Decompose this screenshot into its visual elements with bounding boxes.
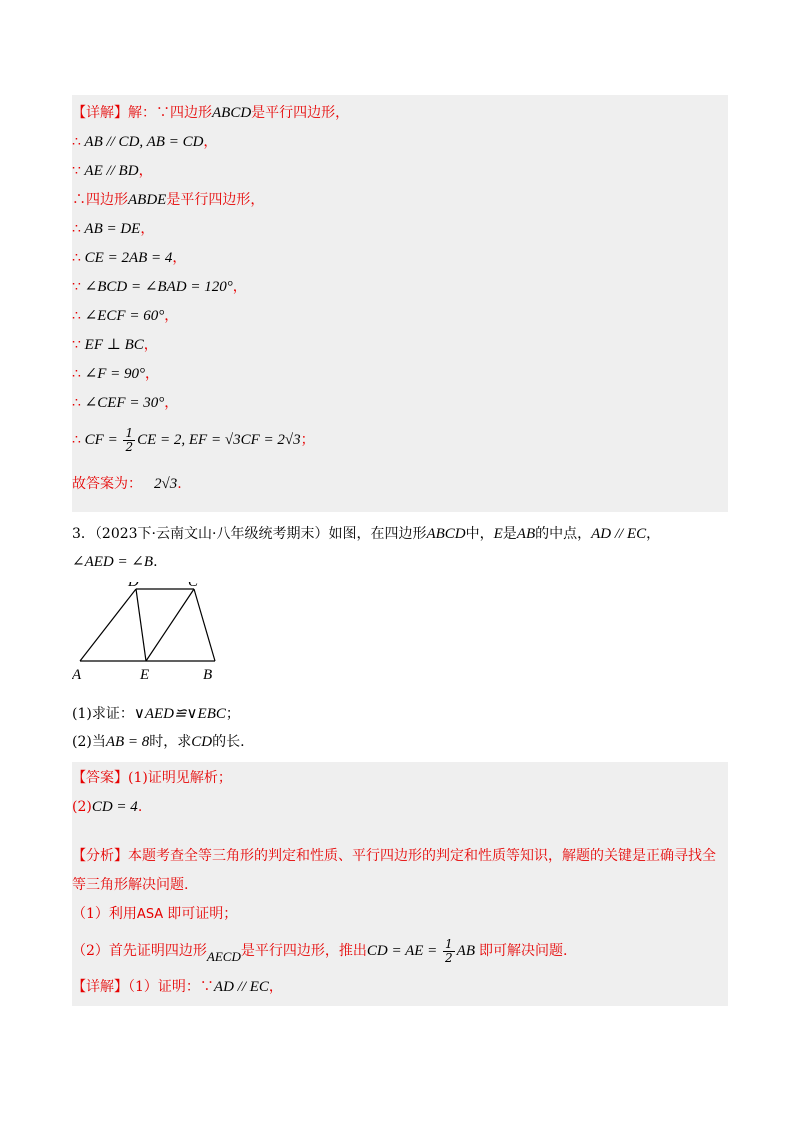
solution-line: ∵ AE // BD，	[72, 163, 153, 179]
part-2: (2)当AB = 8时，求CD的长.	[72, 734, 245, 750]
solution-line: ∴四边形ABDE是平行四边形，	[72, 192, 265, 208]
answer-line: 故答案为： 2√3.	[72, 476, 182, 492]
solution-line: ∴ CE = 2AB = 4，	[72, 250, 187, 266]
solution-last-line: ∴ CF = $\frac{1}{2}$ CE = 2, EF = √3CF = 2√3；	[72, 425, 315, 454]
answer-analysis-block	[72, 762, 728, 1006]
solution-line: ∵ ∠BCD = ∠BAD = 120°，	[72, 279, 247, 295]
label-E: E	[140, 667, 150, 683]
detail-line: 【详解】（1）证明：∵AD // EC，	[72, 979, 283, 995]
document-page	[72, 95, 728, 1006]
question-line-1: 3．（2023下·云南文山·八年级统考期末）如图，在四边形ABCD中，E是AB的中点，AD // EC，	[72, 526, 661, 542]
solution-block	[72, 95, 728, 512]
detail-label: 【详解】	[72, 105, 128, 121]
solution-line: ∴ ∠CEF = 30°，	[72, 395, 179, 411]
segment-CB	[194, 589, 215, 661]
solution-line: ∵ EF ⊥ BC，	[72, 337, 158, 353]
solution-lines	[72, 128, 728, 418]
segment-EC	[146, 589, 194, 661]
solution-line: ∴ ∠F = 90°，	[72, 366, 160, 382]
label-C: C	[188, 582, 199, 590]
answer-line-2: (2)CD = 4.	[72, 799, 143, 815]
answer-line-1: 【答案】(1)证明见解析；	[72, 770, 232, 786]
solution-line: ∴ ∠ECF = 60°，	[72, 308, 179, 324]
fraction: $\frac{1}{2}$	[445, 936, 453, 965]
geometry-diagram	[72, 582, 232, 700]
segment-AD	[80, 589, 136, 661]
analysis-step-1: （1）利用ASA 即可证明；	[72, 906, 238, 922]
label-A: A	[72, 667, 82, 683]
solution-line: ∴ AB // CD, AB = CD，	[72, 134, 218, 150]
analysis-line-1: 【分析】本题考查全等三角形的判定和性质、平行四边形的判定和性质等知识，解题的关键是正确寻找全	[72, 848, 716, 864]
part-1: (1)求证：∨AED≌∨EBC；	[72, 706, 240, 722]
question-3	[72, 520, 728, 756]
fraction: $\frac{1}{2}$	[125, 425, 134, 454]
analysis-line-2: 等三角形解决问题.	[72, 877, 189, 893]
solution-head: 【详解】解：∵四边形ABCD是平行四边形，	[72, 105, 350, 121]
label-D: D	[128, 582, 139, 590]
analysis-step-2: （2）首先证明四边形AECD是平行四边形，推出CD = AE = $\frac{1}{2}$ AB 即可解决问题.	[72, 936, 568, 965]
question-line-2: ∠AED = ∠B.	[72, 554, 158, 570]
solution-line: ∴ AB = DE，	[72, 221, 155, 237]
quadrilateral-figure	[72, 582, 232, 700]
segment-DE	[136, 589, 146, 661]
label-B: B	[203, 667, 213, 683]
